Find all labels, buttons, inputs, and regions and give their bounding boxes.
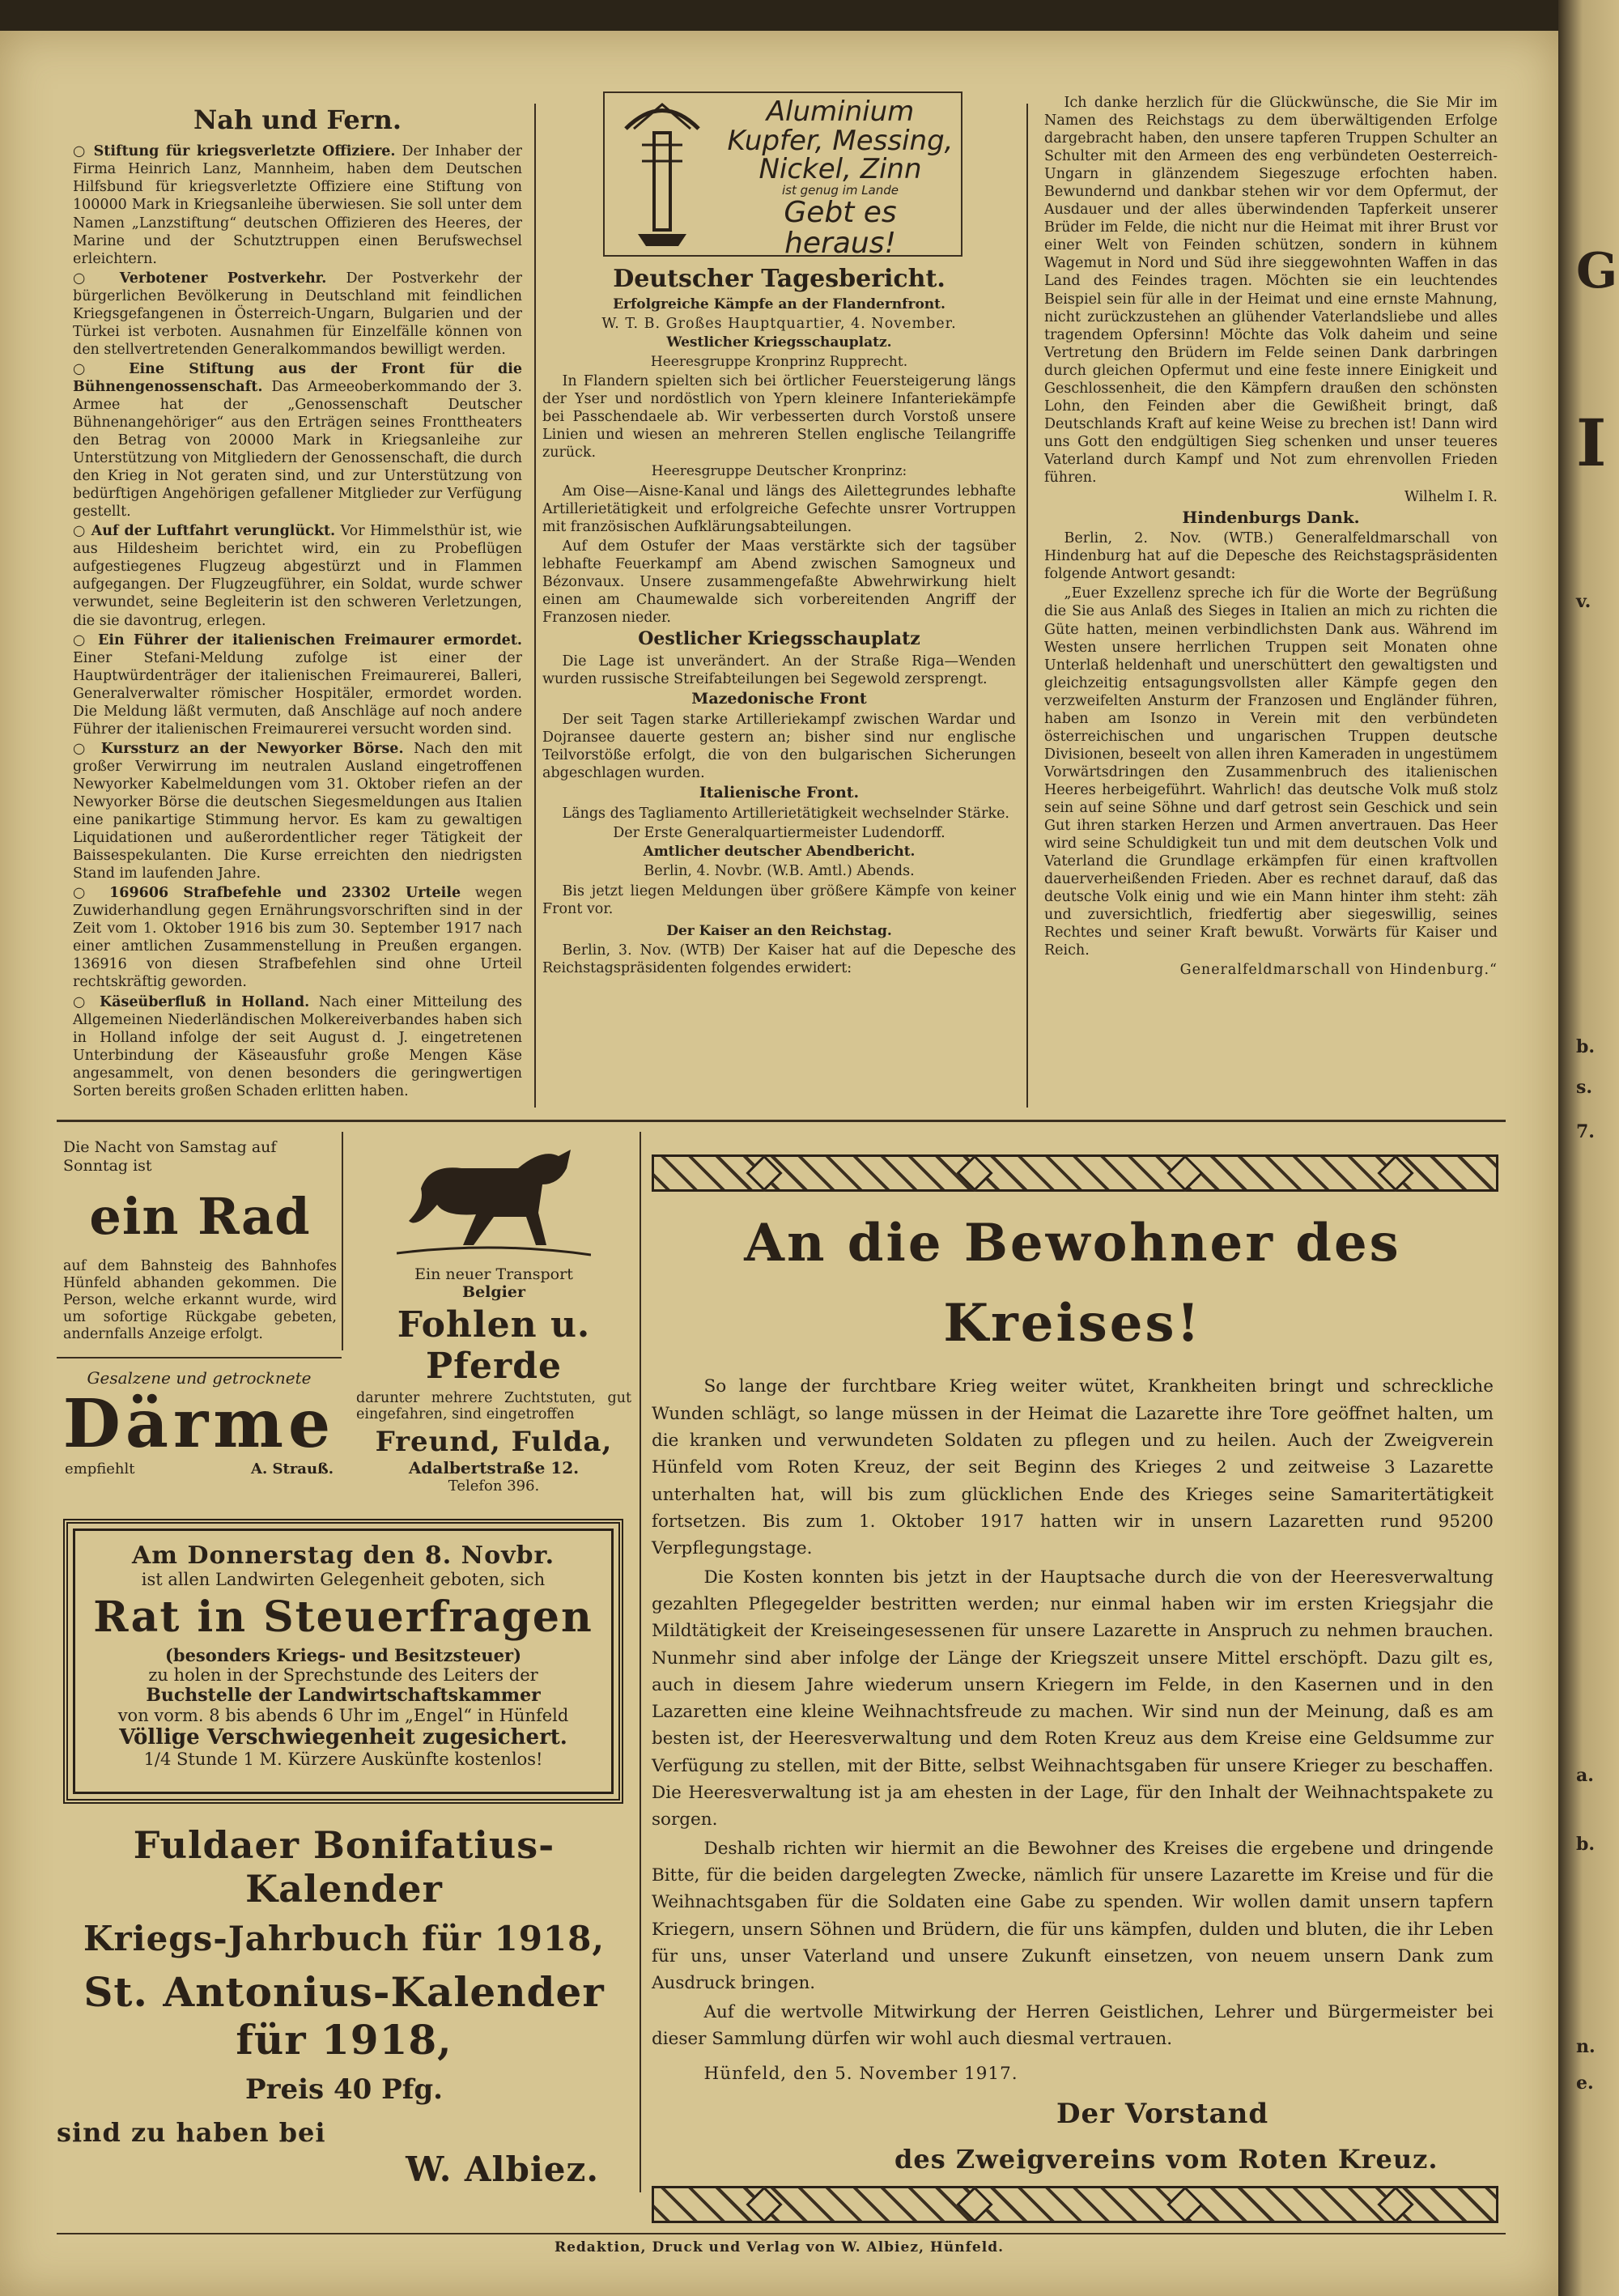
news-item: ○ Verbotener Postverkehr. Der Postverkehr der bürgerlichen Bevölkerung in Deutschland mit feindlichen Kriegsgefangenen in Österreich-Ungarn, Bulgarien und der Türkei ist verboten. Ausnahmen für Einzelfälle können von den stellvertretenden Generalkommandos bewilligt werden.	[73, 270, 522, 358]
calendar-ad: Fuldaer Bonifatius-Kalender Kriegs-Jahrbuch für 1918, St. Antonius-Kalender für 1918, Preis 40 Pfg. sind zu haben bei W. Albiez.	[57, 1812, 631, 2192]
pillar-illustration	[610, 96, 715, 250]
ad-headline: ein Rad	[89, 1186, 311, 1246]
ad-metal-line: Kupfer, Messing,	[727, 124, 954, 157]
section-title: Nah und Fern.	[193, 104, 402, 135]
news-item: ○ Auf der Luftfahrt verunglückt. Vor Himmelsthür ist, wie aus Hildesheim berichtet wird, ein zu Probeflügen aufgestiegenes Flugzeug abgestürzt und in Flammen aufgegangen. Der Flugzeugführer, ein Soldat, wurde schwer verwundet, seine Begleiterin ist den schweren Verletzungen, die sie davontrug, erlegen.	[73, 523, 522, 629]
ad-metal-small: ist genug im Lande	[781, 183, 899, 198]
horse-ad: Ein neuer Transport Belgier Fohlen u. Pferde darunter mehrere Zuchtstuten, gut eingefahren, sind eingetroffen Freund, Fulda, Adalbertstraße 12. Telefon 396.	[348, 1136, 640, 1504]
newspaper-page	[0, 31, 1558, 2296]
news-item: ○ Eine Stiftung aus der Front für die Bühnengenossenschaft. Das Armeeoberkommando der 3. Armee hat der „Genossenschaft Deutscher Bühnenangehöriger“ aus den Erträgen seines Fronttheaters den Betrag von 20000 Mark in Kriegsanleihe zur Unterstützung von Mitgliedern der Genossenschaft, die durch den Krieg in Not geraten sind, und zur Unterstützung von bedürftigen Angehörigen gefallener Mitglieder zur Verfügung gestellt.	[73, 360, 522, 521]
ad-headline: Därme	[62, 1385, 336, 1463]
metal-collection-ad	[603, 91, 962, 260]
news-item: ○ Käseüberfluß in Holland. Nach einer Mitteilung des Allgemeinen Niederländischen Molkereiverbandes haben sich in Holland infolge der seit August d. J. eingetretenen Unterbindung der Käseausfuhr große Mengen Käse angesammelt, von denen besonders die geringwertigen Sorten bereits großen Schaden erlitten haben.	[73, 993, 522, 1099]
column-rule	[534, 104, 536, 1108]
intestines-ad: Gesalzene und getrocknete Därme empfiehlt A. Strauß.	[57, 1357, 342, 1504]
ad-headline: Rat in Steuerfragen	[93, 1592, 593, 1642]
ornamental-banner-bottom	[652, 2186, 1498, 2223]
news-column-right: Ich danke herzlich für die Glückwünsche, die Sie Mir im Namen des Reichstags zu dem überwältigenden Erfolge dargebracht haben, den unsere tapferen Truppen Schulter an Schulter mit den Armeen des eng verbündeten Oesterreich-Ungarn in glänzendem Siegeszuge erfochten haben. Bewundernd und dankbar stehen wir vor dem Opfermut, der Ausdauer und der alles überwindenden Tapferkeit unserer Brüder im Felde, die nicht nur die Heimat mit ihrer Brust vor einer Welt von Feinden schützen, sondern in kühnem Wagemut in Nord und Süd ihre sieggewohnten Waffen in das Land des Feindes tragen. Möchten sie ein leuchtendes Beispiel sein für alle in der Heimat und eine ernste Mahnung, nicht zurückzustehen an glühender Vaterlandsliebe und alles tragendem Opfersinn! Möchte das Volk daheim und seine Vertretung den Brüdern im Felde seinen Dank darbringen durch gleichen Opfermut und eine feste innere Einigkeit und Geschlossenheit, die den Kämpfern draußen den schönsten Lohn, den Feinden aber die Gewißheit bringt, daß Deutschlands Kraft auf keine Weise zu brechen ist! Dann wird uns Gott den endgültigen Sieg schenken und unser teueres Vaterland durch Kampf und Not zum ehrenvollen Frieden führen. Wilhelm I. R. Hindenburgs Dank. Berlin, 2. Nov. (WTB.) Generalfeldmarschall von Hindenburg hat auf die Depesche des Reichstagspräsidenten folgende Antwort gesandt: „Euer Exzellenz spreche ich für die Worte der Begrüßung die Sie aus Anlaß des Sieges in Italien an mich zu richten die Güte hatten, meinen verbindlichsten Dank aus. Während im Westen unsere herrlichen Truppen seit Monaten ohne Unterlaß heldenhaft und unerschüttert den gewaltigsten und gleichzeitig entsagungsvollsten aller Kämpfe gegen den verzweifelten Ansturm der Franzosen und Engländer führen, haben am Isonzo in Verein mit den verbündeten österreichischen und ungarischen Truppen deutsche Divisionen, beseelt von allen ihren Kameraden in ungestümem Vorwärtsdringen den Zusammenbruch des italienischen Heeres herbeigeführt. Wahrlich! das deutsche Volk muß stolz sein auf seine Söhne und darf getrost sein Geschick und sein Gut ihren starken Herzen und Armen anvertrauen. Das Heer wird seine Schuldigkeit tun und mit dem deutschen Volk und Vaterland die Grundlage erkämpfen für einen kraftvollen dauerverheißenden Frieden. Aber es rechnet darauf, daß das deutsche Volk einig und wie ein Mann hinter ihm steht: zäh und zuversichtlich, friedfertig aber siegeswillig, seines Rechtes und seiner Kraft bewußt. Vorwärts für Kaiser und Reich. Generalfeldmarschall von Hindenburg.“	[1044, 95, 1498, 979]
footer-rule	[57, 2233, 1506, 2234]
red-cross-appeal: An die Bewohner des Kreises! So lange der furchtbare Krieg weiter wütet, Krankheiten bringt und schreckliche Wunden schlägt, so lange müssen in der Heimat die Lazarette ihre Tore geöffnet halten, um die kranken und verwundeten Soldaten zu pflegen und zu heilen. Auch der Zweigverein Hünfeld vom Roten Kreuz, der seit Beginn des Krieges 2 und zeitweise 3 Lazarette unterhalten hat, will bis zum glücklichen Ende des Krieges seine Samaritertätigkeit fortsetzen. Bis zum 1. Oktober 1917 hatten wir in unsern Lazaretten rund 95200 Verpflegungstage. Die Kosten konnten bis jetzt in der Hauptsache durch die von der Heeresverwaltung gezahlten Pflegegelder bestritten werden; nur einmal haben wir im ersten Kriegsjahr die Mildtätigkeit der Kreiseingesessenen für unsere Lazarette in Anspruch zu nehmen brauchen. Nunmehr sind aber infolge der Länge der Kriegszeit unsere Mittel erschöpft. Dazu gilt es, auch in diesem Jahre wiederum unsern Kriegern im Felde, in den Kasernen und in den Lazaretten eine kleine Weihnachtsfreude zu machen. Wir sind nun der Meinung, daß es am besten ist, der Heeresverwaltung und dem Roten Kreuz aus dem Kreise eine Geldsumme zur Verfügung zu stellen, mit der Bitte, selbst Weihnachtsgaben für unsere Krieger zu beschaffen. Die Heeresverwaltung ist ja am ehesten in der Lage, für den Inhalt der Weihnachtspakete zu sorgen. Deshalb richten wir hiermit an die Bewohner des Kreises die ergebene und dringende Bitte, für die beiden dargelegten Zwecke, nämlich für unsere Lazarette im Kreise und für die Weihnachtsgaben für die Soldaten eine Gabe zu spenden. Wir wollen damit unsern tapfern Kriegern, unsern Söhnen und Brüdern, die für uns kämpfen, dulden und bluten, die ihr Leben für uns, unser Vaterland und unsere Zukunft einsetzen, von neuem unsern Dank zum Ausdruck bringen. Auf die wertvolle Mitwirkung der Herren Geistlichen, Lehrer und Bürgermeister bei dieser Sammlung dürfen wir wohl auch diesmal vertrauen. Hünfeld, den 5. November 1917. Der Vorstand des Zweigvereins vom Roten Kreuz.	[652, 1203, 1494, 2180]
ad-metal-slogan: Gebt es heraus!	[784, 195, 897, 260]
imprint-footer: Redaktion, Druck und Verlag von W. Albiez, Hünfeld.	[554, 2239, 1005, 2256]
news-column-middle: Deutscher Tagesbericht. Erfolgreiche Kämpfe an der Flandernfront. W. T. B. Großes Hauptquartier, 4. November. Westlicher Kriegsschauplatz. Heeresgruppe Kronprinz Rupprecht. In Flandern spielten sich bei örtlicher Feuersteigerung längs der Yser und nordöstlich von Ypern kleinere Infanteriekämpfe bei Passchendaele ab. Wir verbesserten durch Vorstoß unsere Linien und wiesen an mehreren Stellen englische Teilangriffe zurück. Heeresgruppe Deutscher Kronprinz: Am Oise—Aisne-Kanal und längs des Ailettegrundes lebhafte Artillerietätigkeit und erfolgreiche Gefechte unsrer Vortruppen mit französischen Aufklärungsabteilungen. Auf dem Ostufer der Maas verstärkte sich der tagsüber lebhafte Feuerkampf am Abend zwischen Samogneux und Bézonvaux. Unsere zusammengefaßte Abwehrwirkung hielt einen am Chaumewalde sich vorbereitenden Angriff der Franzosen nieder. Oestlicher Kriegsschauplatz Die Lage ist unverändert. An der Straße Riga—Wenden wurden russische Streifabteilungen bei Segewold zersprengt. Mazedonische Front Der seit Tagen starke Artilleriekampf zwischen Wardar und Dojransee dauerte gestern an; bisher sind nur englische Teilvorstöße erfolgt, die von den bulgarischen Sicherungen abgeschlagen wurden. Italienische Front. Längs des Tagliamento Artillerietätigkeit wechselnder Stärke. Der Erste Generalquartiermeister Ludendorff. Amtlicher deutscher Abendbericht. Berlin, 4. Novbr. (W.B. Amtl.) Abends. Bis jetzt liegen Meldungen über größere Kämpfe von keiner Front vor. Der Kaiser an den Reichstag. Berlin, 3. Nov. (WTB) Der Kaiser hat auf die Depesche des Reichstagspräsidenten folgendes erwidert:	[542, 265, 1016, 977]
news-item: ○ Stiftung für kriegsverletzte Offiziere. Der Inhaber der Firma Heinrich Lanz, Mannheim, haben dem Deutschen Hilfsbund für kriegsverletzte Offiziere eine Stiftung von 100000 Mark in Kriegsanleihe überwiesen. Sie soll unter dem Namen „Lanzstiftung“ deutschen Offizieren des Heeres, der Marine und der Schutztruppen einen Berufswechsel erleichtern.	[73, 143, 522, 267]
news-item: ○ Kurssturz an der Newyorker Börse. Nach den mit großer Verwirrung im neutralen Ausland eingetroffenen Newyorker Kabelmeldungen vom 31. Oktober riefen an der Newyorker Börse die deutschen Siegesmeldungen aus Italien eine panikartige Stimmung hervor. Es kam zu gewaltigen Liquidationen und außerordentlicher reger Tätigkeit der Baissespekulanten. Die Kurse erreichten den niedrigsten Stand im laufenden Jahre.	[73, 740, 522, 882]
lost-bicycle-ad: Die Nacht von Samstag auf Sonntag ist ein Rad auf dem Bahnsteig des Bahnhofes Hünfeld abhanden gekommen. Die Person, welche erkannt wurde, wird um sofortige Rückgabe gebeten, andernfalls Anzeige erfolgt.	[57, 1132, 343, 1350]
section-rule	[57, 1120, 1506, 1122]
ad-headline: Fuldaer Bonifatius-Kalender	[133, 1823, 555, 1911]
column-rule	[1026, 104, 1028, 1108]
column-rule	[640, 1132, 641, 2192]
news-item: ○ Ein Führer der italienischen Freimaurer ermordet. Einer Stefani-Meldung zufolge ist einer der Hauptwürdenträger der italienischen Freimaurerei, Balleri, Generalverwalter römischer Hospitäler, ermordet worden. Die Meldung läßt vermuten, daß Anschläge auf noch andere Führer der italienischen Freimaurerei versucht worden sind.	[73, 631, 522, 738]
ad-metal-line: Nickel, Zinn	[759, 153, 922, 186]
horse-illustration	[397, 1140, 591, 1261]
ad-headline: Fohlen u. Pferde	[397, 1304, 591, 1387]
tax-advice-ad: Am Donnerstag den 8. Novbr. ist allen Landwirten Gelegenheit geboten, sich Rat in Steuerfragen (besonders Kriegs- und Besitzsteuer) zu holen in der Sprechstunde des Leiters der Buchstelle der Landwirtschaftskammer von vorm. 8 bis abends 6 Uhr im „Engel“ in Hünfeld Völlige Verschwiegenheit zugesichert. 1/4 Stunde 1 M. Kürzere Auskünfte kostenlos!	[63, 1519, 623, 1804]
adjacent-page-edge: G I v. b. s. 7. a. b. n. e.	[1558, 0, 1619, 2296]
ad-metal-line: Aluminium	[766, 96, 915, 128]
ornamental-banner-top	[652, 1154, 1498, 1192]
appeal-title: An die Bewohner des Kreises!	[744, 1213, 1401, 1354]
news-column-left	[73, 104, 522, 1102]
news-item: ○ 169606 Strafbefehle und 23302 Urteile wegen Zuwiderhandlung gegen Ernährungsvorschriften sind in der Zeit vom 1. Oktober 1916 bis zum 30. September 1917 nach einer amtlichen Zusammenstellung in Preußen ergangen. 136916 von diesen Strafbefehlen sind ohne Urteil rechtskräftig geworden.	[73, 885, 522, 991]
report-title: Deutscher Tagesbericht.	[613, 265, 945, 293]
